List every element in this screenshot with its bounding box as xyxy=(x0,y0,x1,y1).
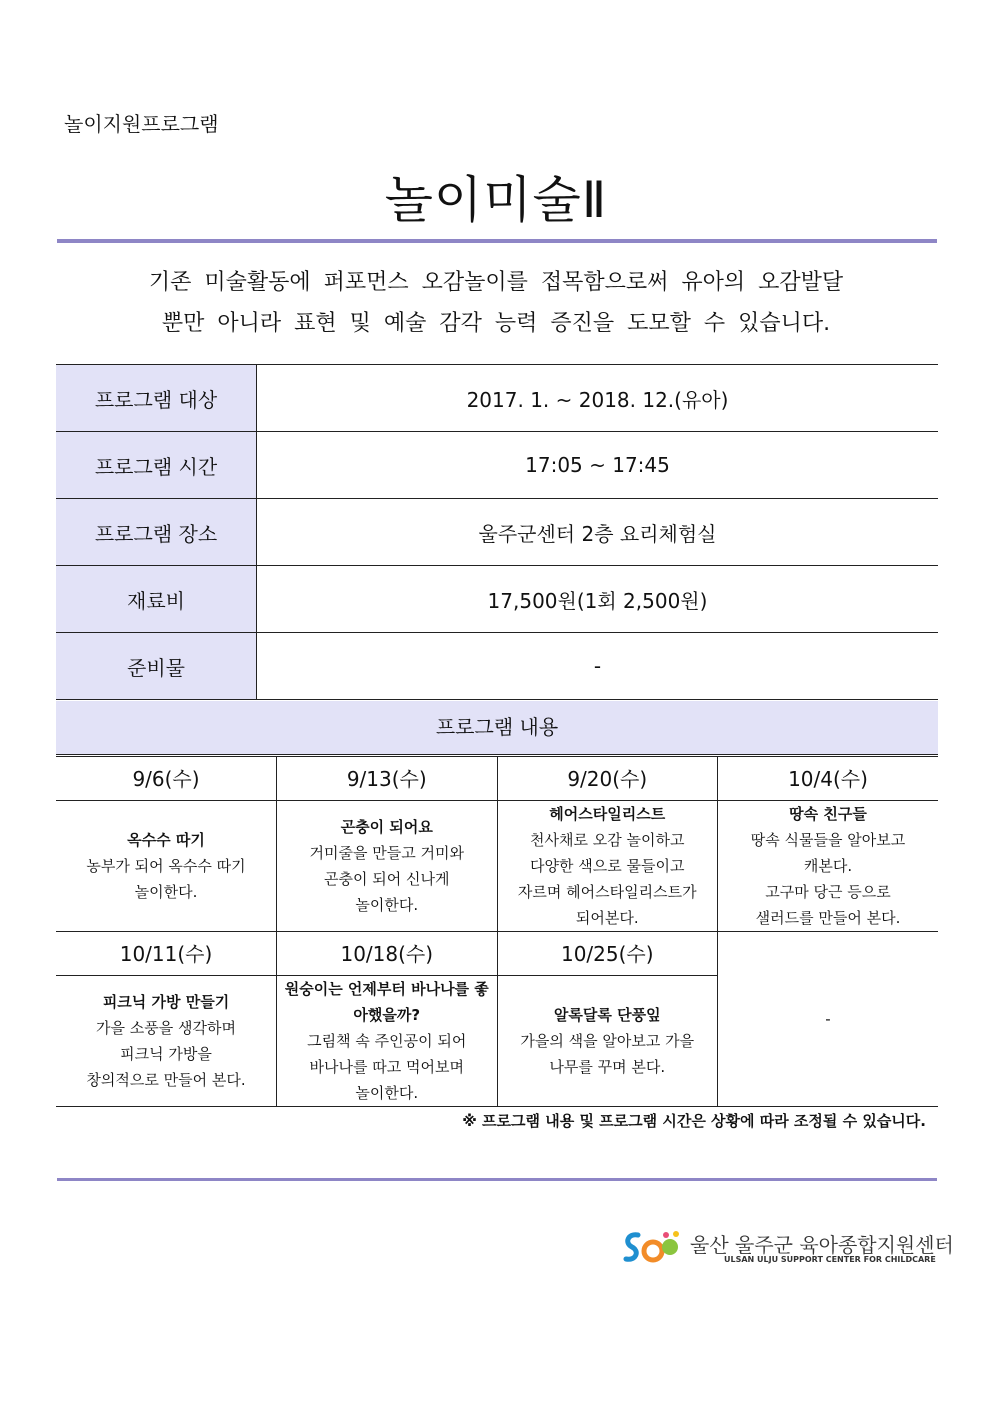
intro-text xyxy=(0,262,992,344)
activity-title: 원숭이는 언제부터 바나나를 좋아했을까? xyxy=(284,980,489,1024)
activity-desc: 놀이한다. xyxy=(134,883,198,901)
info-value: 17:05 ~ 17:45 xyxy=(257,432,939,499)
activity-desc: 천사채로 오감 놀이하고 xyxy=(530,831,685,849)
schedule-date: 9/20(수) xyxy=(497,757,718,801)
activity-desc: 가을 소풍을 생각하며 xyxy=(96,1019,236,1037)
schedule-date: 10/18(수) xyxy=(277,932,498,976)
schedule-date: 10/4(수) xyxy=(718,757,939,801)
schedule-date-row xyxy=(56,757,938,801)
activity-desc: 땅속 식물들을 알아보고 xyxy=(750,831,906,849)
intro-line-2: 뿐만 아니라 표현 및 예술 감각 능력 증진을 도모할 수 있습니다. xyxy=(161,311,831,336)
schedule-date: 9/13(수) xyxy=(277,757,498,801)
activity-cell xyxy=(277,801,498,932)
schedule-table xyxy=(56,756,938,1107)
info-row-fee xyxy=(56,566,938,633)
logo-mark-icon xyxy=(620,1225,684,1269)
activity-desc: 농부가 되어 옥수수 따기 xyxy=(86,857,246,875)
activity-title: 곤충이 되어요 xyxy=(340,818,433,836)
info-label: 프로그램 대상 xyxy=(56,365,257,432)
schedule-date: 10/25(수) xyxy=(497,932,718,976)
activity-desc: 창의적으로 만들어 본다. xyxy=(86,1071,246,1089)
info-label: 프로그램 장소 xyxy=(56,499,257,566)
activity-cell xyxy=(56,801,277,932)
program-info-table xyxy=(56,364,938,700)
title-divider xyxy=(57,239,937,243)
empty-schedule-cell: - xyxy=(718,932,939,1107)
activity-cell xyxy=(277,976,498,1107)
activity-desc: 나무를 꾸며 본다. xyxy=(549,1058,666,1076)
info-value: - xyxy=(257,633,939,700)
info-value: 2017. 1. ~ 2018. 12.(유아) xyxy=(257,365,939,432)
activity-cell xyxy=(56,976,277,1107)
footnote: ※ 프로그램 내용 및 프로그램 시간은 상황에 따라 조정될 수 있습니다. xyxy=(462,1112,926,1130)
activity-desc: 그림책 속 주인공이 되어 xyxy=(307,1032,467,1050)
intro-line-1: 기존 미술활동에 퍼포먼스 오감놀이를 접목함으로써 유아의 오감발달 xyxy=(148,270,844,295)
activity-desc: 가을의 색을 알아보고 가을 xyxy=(520,1032,695,1050)
activity-cell xyxy=(497,976,718,1107)
info-value: 울주군센터 2층 요리체험실 xyxy=(257,499,939,566)
activity-desc: 캐본다. xyxy=(803,857,853,875)
activity-cell xyxy=(497,801,718,932)
info-label: 준비물 xyxy=(56,633,257,700)
activity-desc: 거미줄을 만들고 거미와 xyxy=(309,844,464,862)
activity-desc: 놀이한다. xyxy=(355,896,419,914)
schedule-activity-row xyxy=(56,801,938,932)
activity-desc: 다양한 색으로 물들이고 xyxy=(530,857,685,875)
info-row-place xyxy=(56,499,938,566)
content-heading: 프로그램 내용 xyxy=(56,701,938,755)
activity-desc: 놀이한다. xyxy=(355,1084,419,1102)
logo-name: 울산 울주군 육아종합지원센터 xyxy=(690,1233,954,1257)
activity-title: 땅속 친구들 xyxy=(789,805,867,823)
schedule-date: 10/11(수) xyxy=(56,932,277,976)
activity-desc: 곤충이 되어 신나게 xyxy=(324,870,450,888)
page-title: 놀이미술Ⅱ xyxy=(384,171,608,229)
info-value: 17,500원(1회 2,500원) xyxy=(257,566,939,633)
program-category: 놀이지원프로그램 xyxy=(64,112,219,136)
activity-cell xyxy=(718,801,939,932)
schedule-date: 9/6(수) xyxy=(56,757,277,801)
info-label: 재료비 xyxy=(56,566,257,633)
activity-desc: 고구마 당근 등으로 xyxy=(765,883,891,901)
center-logo xyxy=(620,1225,954,1275)
info-row-time xyxy=(56,432,938,499)
info-row-target xyxy=(56,365,938,432)
activity-title: 헤어스타일리스트 xyxy=(549,805,666,823)
activity-title: 알록달록 단풍잎 xyxy=(553,1006,661,1024)
activity-desc: 피크닉 가방을 xyxy=(120,1045,212,1063)
activity-desc: 샐러드를 만들어 본다. xyxy=(755,909,901,927)
logo-subtitle: ULSAN ULJU SUPPORT CENTER FOR CHILDCARE xyxy=(724,1255,936,1264)
activity-title: 피크닉 가방 만들기 xyxy=(102,993,230,1011)
schedule-date-row xyxy=(56,932,938,976)
activity-title: 옥수수 따기 xyxy=(127,831,205,849)
footer-divider xyxy=(57,1178,937,1181)
info-label: 프로그램 시간 xyxy=(56,432,257,499)
activity-desc: 자르며 헤어스타일리스트가 xyxy=(517,883,697,901)
activity-desc: 되어본다. xyxy=(575,909,639,927)
activity-desc: 바나나를 따고 먹어보며 xyxy=(309,1058,464,1076)
info-row-supplies xyxy=(56,633,938,700)
